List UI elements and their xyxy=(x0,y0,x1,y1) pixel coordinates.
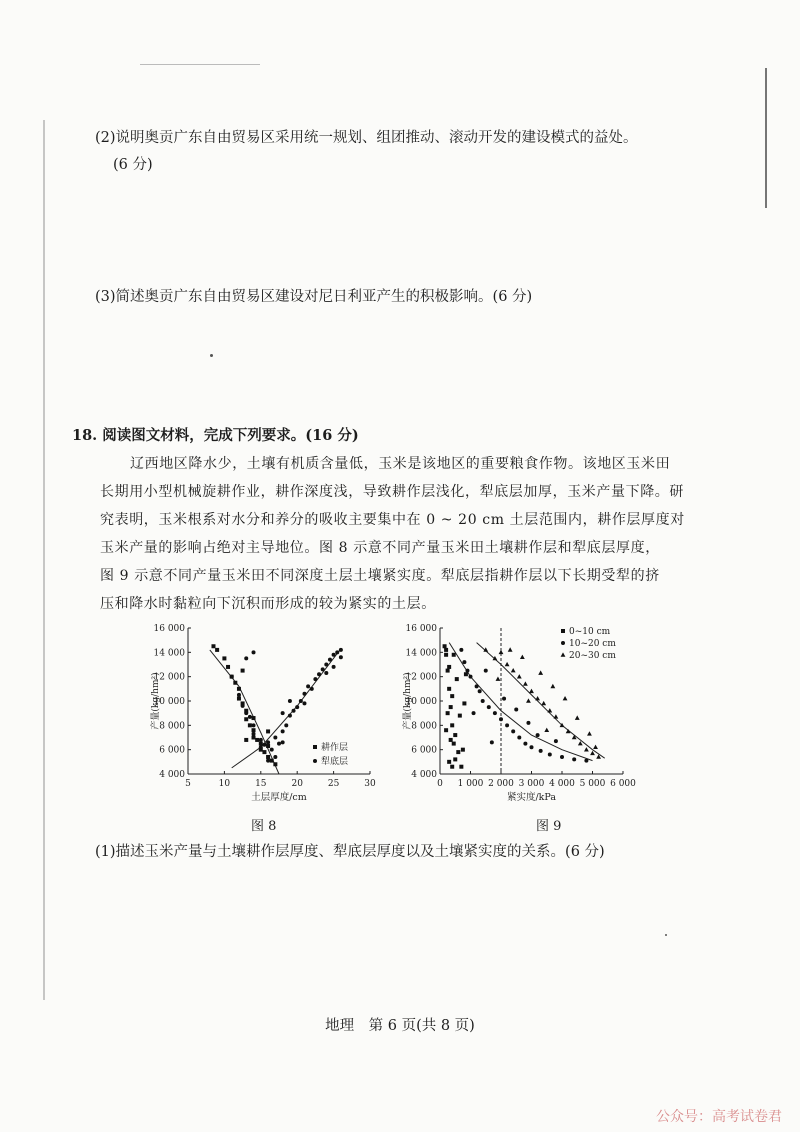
legend-label: 犁底层 xyxy=(321,757,349,767)
data-point xyxy=(452,742,456,746)
x-tick-label: 25 xyxy=(327,779,340,789)
data-point xyxy=(252,723,256,727)
data-point xyxy=(458,714,462,718)
data-point xyxy=(475,684,479,688)
data-point xyxy=(526,698,531,702)
data-point xyxy=(499,717,503,721)
data-point xyxy=(449,738,453,742)
data-point xyxy=(302,701,306,705)
q3-text: (3)简述奥贡广东自由贸易区建设对尼日利亚产生的积极影响。(6 分) xyxy=(95,289,533,305)
data-point xyxy=(511,668,516,672)
data-point xyxy=(306,684,310,688)
data-point xyxy=(266,759,270,763)
data-point xyxy=(572,757,576,761)
data-point xyxy=(462,701,466,705)
data-point xyxy=(461,748,465,752)
data-point xyxy=(313,677,317,681)
material-line: 究表明，玉米根系对水分和养分的吸收主要集中在 0 ~ 20 cm 土层范围内，耕作层厚度对 xyxy=(100,512,685,528)
legend-label: 耕作层 xyxy=(321,743,349,753)
data-point xyxy=(270,759,274,763)
data-point xyxy=(584,747,589,751)
q18-title: 18. 阅读图文材料，完成下列要求。(16 分) xyxy=(72,427,359,444)
data-point xyxy=(554,714,559,718)
data-point xyxy=(226,665,230,669)
data-point xyxy=(332,653,336,657)
x-tick-label: 6 000 xyxy=(610,779,636,789)
data-point xyxy=(575,715,580,719)
data-point xyxy=(281,729,285,733)
data-point xyxy=(444,728,448,732)
data-point xyxy=(252,728,256,732)
scan-edge-left xyxy=(43,120,45,1000)
data-point xyxy=(535,696,540,700)
data-point xyxy=(259,738,263,742)
data-point xyxy=(332,665,336,669)
material-line: 长期用小型机械旋耕作业，耕作深度浅，导致耕作层浅化，犁底层加厚，玉米产量下降。研 xyxy=(100,484,684,500)
y-tick-label: 12 000 xyxy=(405,672,437,683)
data-point xyxy=(252,732,256,736)
y-tick-label: 10 000 xyxy=(153,697,185,707)
scan-edge-right xyxy=(765,68,767,208)
data-point xyxy=(299,699,303,703)
data-point xyxy=(499,650,504,654)
data-point xyxy=(262,743,266,747)
data-point xyxy=(302,692,306,696)
data-point xyxy=(284,723,288,727)
data-point xyxy=(248,723,252,727)
watermark: 公众号：高考试卷君 xyxy=(656,1109,782,1125)
y-tick-label: 4 000 xyxy=(159,770,185,780)
data-point xyxy=(266,740,270,744)
data-point xyxy=(317,672,321,676)
data-point xyxy=(233,681,237,685)
data-point xyxy=(241,669,245,673)
scan-speck xyxy=(665,934,667,936)
y-axis-label: 产量(kg/hm²) xyxy=(403,672,413,730)
data-point xyxy=(244,656,248,660)
data-point xyxy=(459,648,463,652)
data-point xyxy=(450,723,454,727)
data-point xyxy=(563,696,568,700)
data-point xyxy=(478,689,482,693)
legend-marker xyxy=(561,652,566,656)
data-point xyxy=(339,648,343,652)
data-point xyxy=(447,687,451,691)
data-point xyxy=(464,672,468,676)
page-footer: 地理 第 6 页(共 8 页) xyxy=(325,1018,475,1034)
data-point xyxy=(505,723,509,727)
data-point xyxy=(530,745,534,749)
figure-9-chart xyxy=(385,618,640,810)
data-point xyxy=(450,694,454,698)
legend-marker xyxy=(561,641,565,645)
data-point xyxy=(324,663,328,667)
data-point xyxy=(241,704,245,708)
data-point xyxy=(502,697,506,701)
y-tick-label: 8 000 xyxy=(159,721,185,732)
material-line: 压和降水时黏粒向下沉积而形成的较为紧实的土层。 xyxy=(100,596,436,612)
data-point xyxy=(538,670,543,674)
data-point xyxy=(517,736,521,740)
data-point xyxy=(252,736,256,740)
x-tick-label: 20 xyxy=(291,779,303,789)
data-point xyxy=(339,655,343,659)
data-point xyxy=(541,701,546,705)
x-tick-label: 30 xyxy=(364,779,376,789)
data-point xyxy=(244,711,248,715)
data-point xyxy=(548,753,552,757)
data-point xyxy=(459,765,463,769)
data-point xyxy=(547,708,552,712)
data-point xyxy=(324,671,328,675)
data-point xyxy=(292,709,296,713)
data-point xyxy=(455,677,459,681)
data-point xyxy=(539,749,543,753)
data-point xyxy=(487,705,491,709)
y-tick-label: 12 000 xyxy=(153,672,185,683)
legend-label: 20~30 cm xyxy=(569,651,616,661)
data-point xyxy=(248,715,252,719)
data-point xyxy=(490,740,494,744)
data-point xyxy=(523,742,527,746)
data-point xyxy=(310,687,314,691)
data-point xyxy=(230,675,234,679)
data-point xyxy=(465,669,469,673)
data-point xyxy=(273,736,277,740)
legend-label: 10~20 cm xyxy=(569,639,616,649)
data-point xyxy=(444,653,448,657)
q18-material xyxy=(100,450,685,618)
q2-score: (6 分) xyxy=(113,157,153,173)
data-point xyxy=(560,755,564,759)
x-tick-label: 5 000 xyxy=(579,779,606,789)
data-point xyxy=(449,705,453,709)
y-tick-label: 6 000 xyxy=(159,745,185,756)
data-point xyxy=(295,705,299,709)
data-point xyxy=(288,714,292,718)
data-point xyxy=(335,650,339,654)
data-point xyxy=(447,665,451,669)
data-point xyxy=(584,759,588,763)
x-axis-label: 土层厚度/cm xyxy=(251,792,307,803)
x-tick-label: 1 000 xyxy=(457,779,484,789)
data-point xyxy=(273,755,277,759)
material-line: 辽西地区降水少，土壤有机质含量低，玉米是该地区的重要粮食作物。该地区玉米田 xyxy=(130,456,671,472)
data-point xyxy=(469,675,473,679)
y-tick-label: 6 000 xyxy=(411,745,437,756)
x-tick-label: 3 000 xyxy=(518,779,545,789)
data-point xyxy=(554,739,558,743)
figure-8-caption: 图 8 xyxy=(251,819,277,834)
data-point xyxy=(481,699,485,703)
data-point xyxy=(462,660,466,664)
data-point xyxy=(328,658,332,662)
data-point xyxy=(550,684,555,688)
scan-edge-top xyxy=(140,64,260,65)
x-tick-label: 0 xyxy=(437,779,443,789)
x-tick-label: 5 xyxy=(185,779,191,789)
data-point xyxy=(222,656,226,660)
data-point xyxy=(452,653,456,657)
data-point xyxy=(252,650,256,654)
q18-sub1-text: (1)描述玉米产量与土壤耕作层厚度、犁底层厚度以及土壤紧实度的关系。(6 分) xyxy=(95,844,605,860)
x-tick-label: 15 xyxy=(255,779,267,789)
data-point xyxy=(259,745,263,749)
legend-marker xyxy=(313,759,317,763)
data-point xyxy=(505,662,510,666)
y-tick-label: 8 000 xyxy=(411,721,437,732)
data-point xyxy=(270,748,274,752)
data-point xyxy=(259,742,263,746)
data-point xyxy=(493,711,497,715)
figure-8-chart xyxy=(130,618,380,810)
data-point xyxy=(446,669,450,673)
material-line: 图 9 示意不同产量玉米田不同深度土层土壤紧实度。犁底层指耕作层以下长期受犁的挤 xyxy=(100,568,660,584)
data-point xyxy=(536,733,540,737)
y-tick-label: 4 000 xyxy=(411,770,437,780)
data-point xyxy=(244,717,248,721)
legend-marker xyxy=(313,745,317,749)
data-point xyxy=(277,742,281,746)
material-line: 玉米产量的影响占绝对主导地位。图 8 示意不同产量玉米田土壤耕作层和犁底层厚度， xyxy=(100,540,660,556)
y-tick-label: 14 000 xyxy=(405,648,437,659)
data-point xyxy=(453,733,457,737)
data-point xyxy=(456,750,460,754)
data-point xyxy=(511,729,515,733)
data-point xyxy=(517,674,522,678)
data-point xyxy=(266,729,270,733)
data-point xyxy=(262,750,266,754)
q2-text: (2)说明奥贡广东自由贸易区采用统一规划、组团推动、滚动开发的建设模式的益处。 xyxy=(95,130,638,146)
y-axis-label: 产量(kg/hm²) xyxy=(151,672,161,730)
data-point xyxy=(496,677,501,681)
data-point xyxy=(450,765,454,769)
legend-label: 0~10 cm xyxy=(569,627,611,637)
figure-9-caption: 图 9 xyxy=(536,819,562,834)
data-point xyxy=(447,760,451,764)
scan-speck xyxy=(210,354,213,357)
x-tick-label: 10 xyxy=(218,779,231,789)
data-point xyxy=(453,757,457,761)
data-point xyxy=(266,744,270,748)
data-point xyxy=(244,738,248,742)
data-point xyxy=(288,699,292,703)
data-point xyxy=(252,716,256,720)
x-tick-label: 4 000 xyxy=(549,779,575,789)
data-point xyxy=(523,681,528,685)
data-point xyxy=(484,669,488,673)
y-tick-label: 16 000 xyxy=(405,624,437,634)
data-point xyxy=(544,728,549,732)
data-point xyxy=(520,655,525,659)
data-point xyxy=(572,735,577,739)
data-point xyxy=(237,687,241,691)
data-point xyxy=(215,648,219,652)
x-tick-label: 2 000 xyxy=(488,779,514,789)
data-point xyxy=(281,711,285,715)
data-point xyxy=(273,762,277,766)
y-tick-label: 16 000 xyxy=(153,624,185,634)
data-point xyxy=(587,731,592,735)
data-point xyxy=(266,755,270,759)
y-tick-label: 14 000 xyxy=(153,648,185,659)
data-point xyxy=(593,745,598,749)
data-point xyxy=(237,697,241,701)
data-point xyxy=(446,711,450,715)
data-point xyxy=(237,693,241,697)
data-point xyxy=(444,648,448,652)
data-point xyxy=(514,708,518,712)
data-point xyxy=(211,644,215,648)
data-point xyxy=(321,667,325,671)
data-point xyxy=(508,647,513,651)
data-point xyxy=(529,689,534,693)
legend-marker xyxy=(561,629,565,633)
data-point xyxy=(281,740,285,744)
y-tick-label: 10 000 xyxy=(405,697,437,707)
data-point xyxy=(255,738,259,742)
data-point xyxy=(443,644,447,648)
data-point xyxy=(472,711,476,715)
x-axis-label: 紧实度/kPa xyxy=(506,792,557,803)
data-point xyxy=(526,721,530,725)
